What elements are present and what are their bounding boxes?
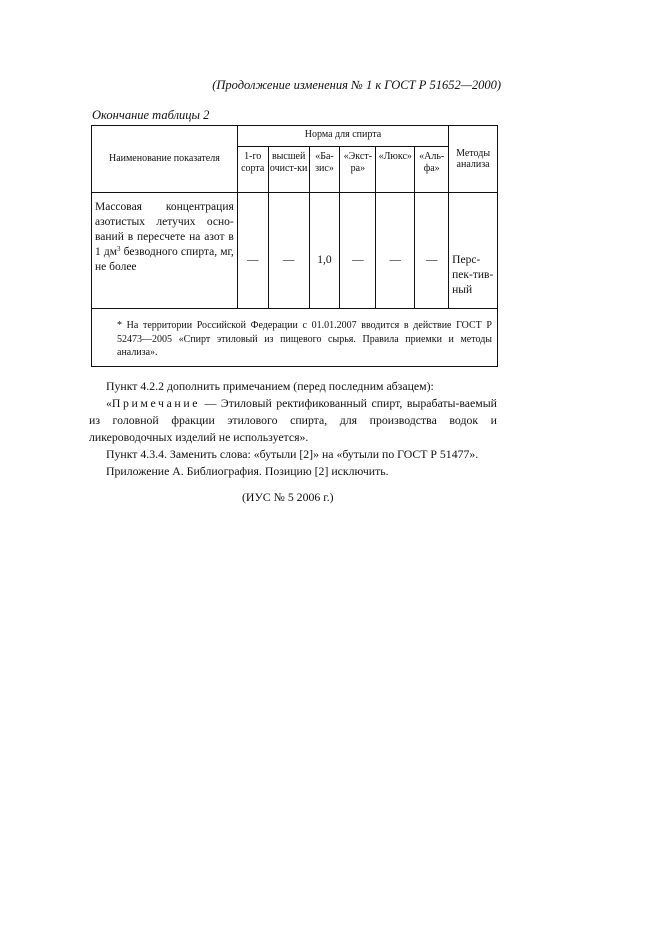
note-label: Примечание <box>111 396 201 410</box>
col-header-name: Наименование показателя <box>92 126 238 193</box>
value-alfa: — <box>415 193 449 309</box>
row-name-text: Массовая концентрация азотистых летучих осно-ваний в пересчете на азот в 1 дм <box>95 201 234 258</box>
value-lyuks: — <box>376 193 415 309</box>
subcol-first-grade: 1-го сорта <box>237 147 268 193</box>
paragraph-4-2-2: Пункт 4.2.2 дополнить примечанием (перед последним абзацем): <box>106 379 434 393</box>
table-footnote <box>92 309 498 367</box>
col-header-method: Методы анализа <box>449 126 498 193</box>
value-highest-purity: — <box>268 193 309 309</box>
value-ekstra: — <box>340 193 376 309</box>
footnote-text: * На территории Российской Федерации с 01.01.2007 вводится в действие ГОСТ Р 52473—2005 «Спирт этиловый из пищевого сырья. Правила приемки и методы анализа». <box>117 320 492 358</box>
subcol-ekstra: «Экст-ра» <box>340 147 376 193</box>
table-row <box>92 193 498 309</box>
paragraph-4-3-4: Пункт 4.3.4. Заменить слова: «бутыли [2]» на «бутыли по ГОСТ Р 51477». <box>106 447 479 461</box>
value-first-grade: — <box>237 193 268 309</box>
amendment-text <box>89 378 497 480</box>
row-name-superscript: 3 <box>117 244 121 253</box>
row-indicator-name <box>92 193 238 309</box>
paragraph-note <box>89 395 497 446</box>
subcol-lyuks: «Люкс» <box>376 147 415 193</box>
norms-table <box>91 125 498 367</box>
value-bazis: 1,0 <box>309 193 340 309</box>
table-caption: Окончание таблицы 2 <box>92 108 210 122</box>
note-open-quote: « <box>106 396 112 410</box>
subcol-bazis: «Ба-зис» <box>309 147 340 193</box>
subcol-alfa: «Аль-фа» <box>415 147 449 193</box>
ius-reference: (ИУС № 5 2006 г.) <box>242 490 334 504</box>
col-header-norm-group: Норма для спирта <box>237 126 448 147</box>
value-method: Перс-пек-тив-ный <box>449 193 498 309</box>
row-name-text-end: безводного спирта, мг, не более <box>95 245 234 273</box>
note-text: — Этиловый ректификованный спирт, вырабаты-ваемый из головной фракции этилового спирта, для производства водок и ликероводочных изделий не используется». <box>89 396 497 444</box>
paragraph-appendix: Приложение А. Библиография. Позицию [2] исключить. <box>106 464 389 478</box>
subcol-highest-purity: высшей очист-ки <box>268 147 309 193</box>
continuation-header: (Продолжение изменения № 1 к ГОСТ Р 51652—2000) <box>212 78 501 92</box>
